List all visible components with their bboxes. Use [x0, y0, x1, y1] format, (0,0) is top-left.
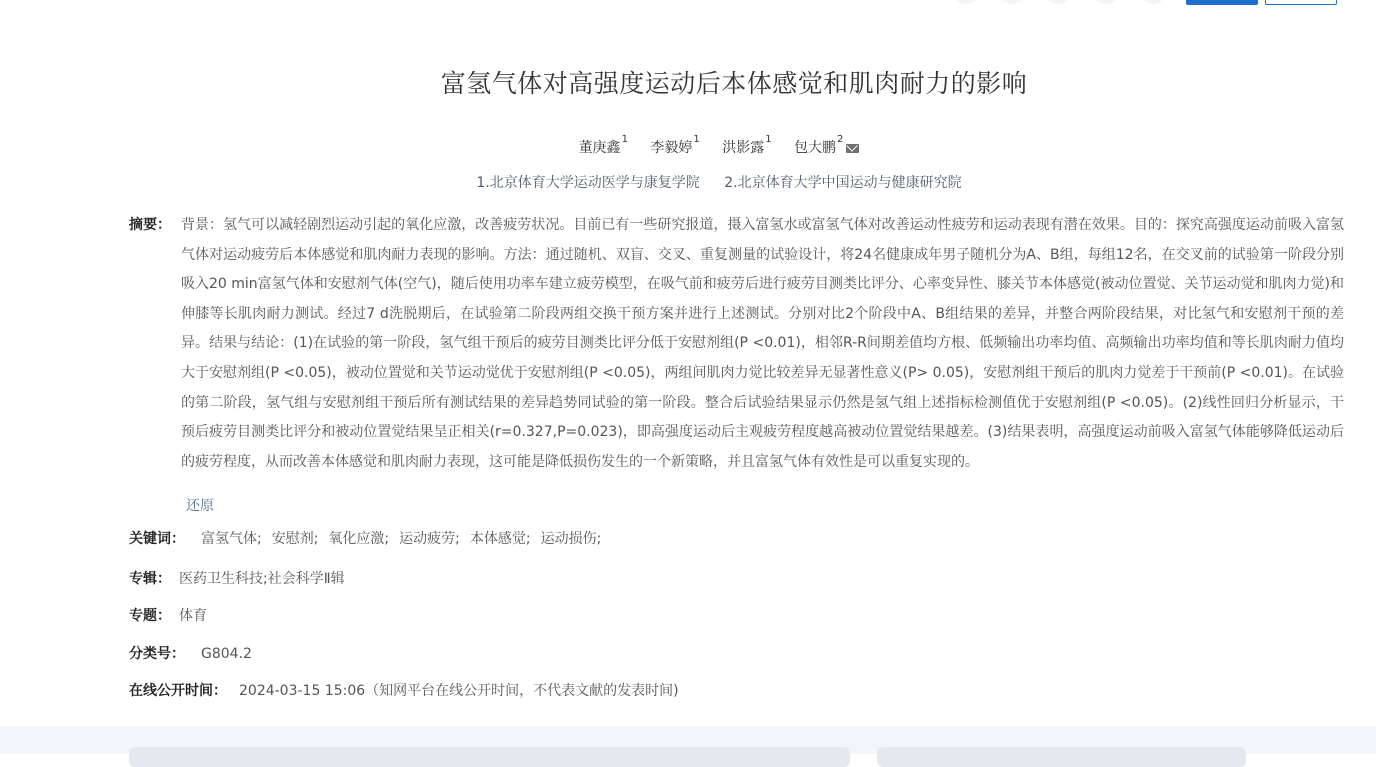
topic-value: 体育: [179, 608, 207, 624]
series-label: 专辑：: [129, 571, 171, 587]
mail-icon[interactable]: [846, 144, 859, 153]
author-list: [0, 134, 1376, 157]
author-name: 包大鹏: [794, 140, 837, 156]
author-link[interactable]: [794, 134, 859, 157]
footer-card: [877, 747, 1246, 767]
author-link[interactable]: [650, 134, 700, 157]
author-affil-index: 1: [765, 134, 772, 145]
topic-row: [129, 605, 207, 625]
keywords-label: 关键词：: [129, 531, 185, 547]
author-name: 李毅婷: [650, 140, 693, 156]
toolbar-primary-button[interactable]: [1186, 0, 1258, 5]
toolbar-tool-icon[interactable]: [999, 0, 1025, 4]
series-row: [129, 568, 345, 588]
article-title: 富氢气体对高强度运动后本体感觉和肌肉耐力的影响: [440, 69, 1028, 98]
online-date-label: 在线公开时间：: [129, 683, 227, 699]
abstract-label: 摘要：: [129, 217, 171, 233]
author-affil-index: 2: [837, 134, 844, 145]
affiliation-link[interactable]: 2.北京体育大学中国运动与健康研究院: [724, 175, 962, 191]
online-date-value: 2024-03-15 15:06（知网平台在线公开时间，不代表文献的发表时间): [239, 683, 679, 699]
keywords-row: [129, 528, 611, 548]
topic-label: 专题：: [129, 608, 171, 624]
keyword-link[interactable]: 氧化应激;: [328, 531, 390, 547]
keyword-link[interactable]: 富氢气体;: [201, 531, 262, 547]
keyword-link[interactable]: 本体感觉;: [469, 531, 531, 547]
affiliation-list: [0, 172, 1376, 192]
classification-value: G804.2: [201, 646, 252, 662]
toolbar-tool-icon[interactable]: [1093, 0, 1119, 4]
author-link[interactable]: [578, 134, 628, 157]
toolbar-tool-icon[interactable]: [953, 0, 979, 4]
author-name: 董庚鑫: [578, 140, 621, 156]
affiliation-link[interactable]: 1.北京体育大学运动医学与康复学院: [476, 175, 700, 191]
abstract-text: 背景：氢气可以减轻剧烈运动引起的氧化应激，改善疲劳状况。目前已有一些研究报道，摄入富氢水或富氢气体对改善运动性疲劳和运动表现有潜在效果。目的：探究高强度运动前吸入富氢气体对运动疲劳后本体感觉和肌肉耐力表现的影响。方法：通过随机、双盲、交叉、重复测量的试验设计，将24名健康成年男子随机分为A、B组，每组12名，在交叉前的试验第一阶段分别吸入20 min富氢气体和安慰剂气体(空气)，随后使用功率车建立疲劳模型，在吸气前和疲劳后进行疲劳目测类比评分、心率变异性、膝关节本体感觉(被动位置觉、关节运动觉和肌肉力觉)和伸膝等长肌肉耐力测试。经过7 d洗脱期后，在试验第二阶段两组交换干预方案并进行上述测试。分别对比2个阶段中A、B组结果的差异，并整合两阶段结果，对比氢气和安慰剂干预的差异。结果与结论：(1)在试验的第一阶段，氢气组干预后的疲劳目测类比评分低于安慰剂组(P <0.01)，相邻R-R间期差值均方根、低频输出功率均值、高频输出功率均值和等长肌肉耐力值均大于安慰剂组(P <0.05)，被动位置觉和关节运动觉优于安慰剂组(P <0.05)，两组间肌肉力觉比较差异无显著性意义(P> 0.05)，安慰剂组干预后的肌肉力觉差于干预前(P <0.01)。在试验的第二阶段，氢气组与安慰剂组干预后所有测试结果的差异趋势同试验的第一阶段。整合后试验结果显示仍然是氢气组上述指标检测值优于安慰剂组(P <0.05)。(2)线性回归分析显示，干预后疲劳目测类比评分和被动位置觉结果呈正相关(r=0.327,P=0.023)，即高强度运动后主观疲劳程度越高被动位置觉结果越差。(3)结果表明，高强度运动前吸入富氢气体能够降低运动后的疲劳程度，从而改善本体感觉和肌肉耐力表现，这可能是降低损伤发生的一个新策略，并且富氢气体有效性是可以重复实现的。: [181, 217, 1344, 470]
top-toolbar: [0, 0, 1376, 8]
author-link[interactable]: [722, 134, 772, 157]
keyword-link[interactable]: 运动损伤;: [540, 531, 602, 547]
toolbar-tool-icon[interactable]: [1140, 0, 1166, 4]
classification-label: 分类号：: [129, 646, 185, 662]
author-name: 洪影露: [722, 140, 765, 156]
author-affil-index: 1: [693, 134, 700, 145]
toolbar-secondary-button[interactable]: [1265, 0, 1337, 5]
author-affil-index: 1: [621, 134, 628, 145]
classification-row: [129, 643, 252, 663]
footer-card: [129, 747, 850, 767]
series-value: 医药卫生科技;社会科学Ⅱ辑: [179, 571, 345, 587]
keyword-link[interactable]: 运动疲劳;: [399, 531, 460, 547]
toolbar-tool-icon[interactable]: [1045, 0, 1071, 4]
online-date-row: [129, 680, 679, 700]
restore-link[interactable]: 还原: [186, 498, 214, 514]
keyword-link[interactable]: 安慰剂;: [271, 531, 319, 547]
